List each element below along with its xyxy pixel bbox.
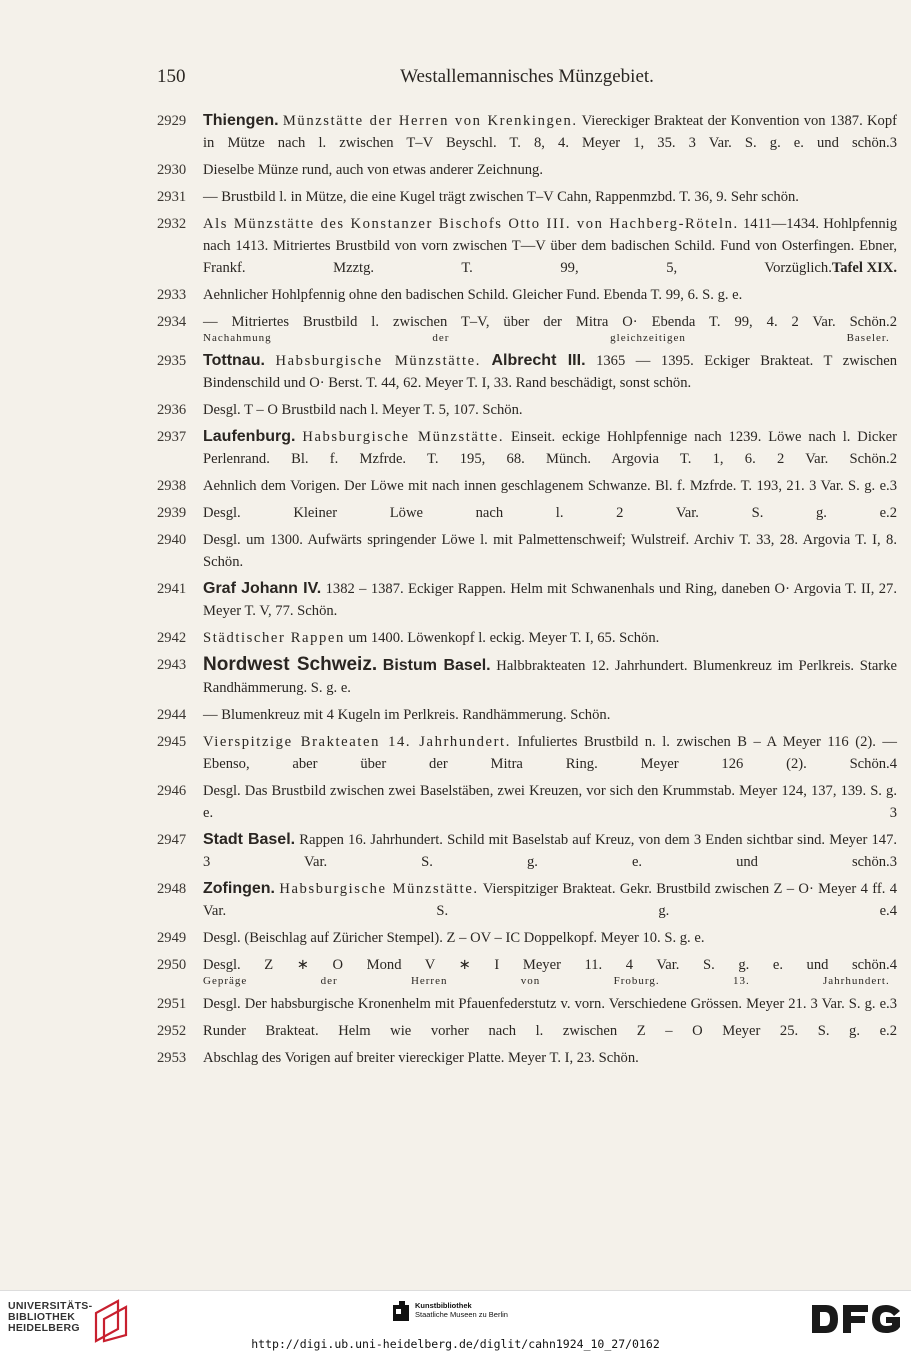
entry-text — [203, 878, 897, 922]
catalogue-entry — [157, 1020, 897, 1042]
catalogue-entry — [157, 954, 897, 988]
entry-description: Infuliertes Brustbild n. l. zwischen B – A Meyer 116 (2). — Ebenso, aber über der Mitra Ring. Meyer 126 (2). Schön. — [203, 734, 897, 772]
entry-text — [203, 704, 897, 726]
catalogue-entry — [157, 927, 897, 949]
entry-description: Desgl. Z ∗ O Mond V ∗ I Meyer 11. 4 Var. S. g. e. und schön. — [203, 957, 890, 973]
entry-quantity: 4 — [889, 957, 897, 973]
kunstbibliothek-logo[interactable] — [393, 1301, 553, 1331]
entry-place-heading: Stadt Basel. — [203, 831, 296, 848]
university-library-name: UNIVERSITÄTS- BIBLIOTHEK HEIDELBERG — [8, 1300, 93, 1334]
entry-description: Desgl. Der habsburgische Kronenhelm mit Pfauenfederstutz v. vorn. Verschiedene Grössen. Meyer 21. 3 Var. S. g. e. — [203, 996, 890, 1012]
catalogue-entry — [157, 780, 897, 824]
entry-ruler-heading: Bistum Basel. — [382, 657, 491, 674]
catalogue-entry — [157, 350, 897, 394]
entry-number: 2946 — [157, 783, 187, 799]
running-title: Westallemannisches Münzgebiet. — [400, 66, 654, 87]
catalogue-entry — [157, 186, 897, 208]
footer-bar — [0, 1290, 911, 1353]
entry-place-heading: Thiengen. — [203, 112, 279, 129]
entry-spaced-heading: Habsburgische Münzstätte. — [279, 881, 479, 897]
entry-ruler-heading: Albrecht III. — [491, 352, 586, 369]
entry-text — [203, 311, 897, 345]
dfg-logo-icon — [810, 1299, 902, 1339]
entry-description: um 1400. Löwenkopf l. eckig. Meyer T. I, 65. Schön. — [348, 630, 660, 646]
entry-number: 2931 — [157, 189, 187, 205]
entry-quantity: 3 — [889, 478, 897, 494]
entry-number: 2938 — [157, 478, 187, 494]
catalogue-entry — [157, 878, 897, 922]
entry-text — [203, 627, 897, 649]
entry-quantity: Tafel XIX. — [831, 260, 897, 276]
entry-text — [203, 927, 897, 949]
entry-description: 1365 — 1395. Eckiger Brakteat. T zwischen Bindenschild und O· Berst. T. 44, 62. Meyer T. I, 33. Rand beschädigt, sonst schön. — [203, 353, 898, 391]
entry-text — [203, 1020, 897, 1042]
catalogue-entry — [157, 502, 897, 524]
entry-number: 2937 — [157, 429, 187, 445]
kunstbibliothek-title: Kunstbibliothek — [415, 1301, 472, 1310]
catalogue-entry — [157, 731, 897, 775]
entry-number: 2948 — [157, 881, 187, 897]
entry-place-heading: Graf Johann IV. — [203, 580, 322, 597]
catalogue-entry — [157, 829, 897, 873]
entry-description: 1382 – 1387. Eckiger Rappen. Helm mit Schwanenhals und Ring, daneben O· Argovia T. II, 27. Meyer T. V, 77. Schön. — [203, 581, 897, 619]
entry-quantity: 2 — [889, 505, 897, 521]
entry-quantity: 3 — [889, 805, 897, 821]
entry-number: 2933 — [157, 287, 187, 303]
entry-number: 2934 — [157, 314, 187, 330]
entry-number: 2936 — [157, 402, 187, 418]
entry-number: 2935 — [157, 353, 187, 369]
entry-text — [203, 399, 897, 421]
entry-spaced-heading: Münzstätte der Herren von Krenkingen. — [282, 113, 578, 129]
entry-description: Desgl. Kleiner Löwe nach l. 2 Var. S. g. e. — [203, 505, 890, 521]
catalogue-entry — [157, 704, 897, 726]
entry-description: Runder Brakteat. Helm wie vorher nach l. zwischen Z – O Meyer 25. S. g. e. — [203, 1023, 890, 1039]
entry-place-heading: Zofingen. — [203, 880, 275, 897]
catalogue-entry — [157, 311, 897, 345]
entry-text — [203, 529, 897, 573]
entry-quantity: 3 — [889, 854, 897, 870]
entry-region-heading: Nordwest Schweiz. — [203, 654, 378, 675]
entry-number: 2929 — [157, 113, 187, 129]
entry-quantity: 4 — [889, 903, 897, 919]
source-url[interactable]: http://digi.ub.uni-heidelberg.de/diglit/cahn1924_10_27/0162 — [251, 1337, 660, 1351]
entry-description: Dieselbe Münze rund, auch von etwas anderer Zeichnung. — [203, 162, 543, 178]
entry-description: Einseit. eckige Hohlpfennige nach 1239. Löwe nach l. Dicker Perlenrand. Bl. f. Mzfrde. T. 195, 68. Münch. Argovia T. 1, 6. 2 Var. Schön. — [203, 429, 898, 467]
catalogue-entry — [157, 993, 897, 1015]
page-number: 150 — [157, 66, 186, 87]
catalogue-entry — [157, 578, 897, 622]
entry-spaced-heading: Vierspitzige Brakteaten 14. Jahrhundert. — [203, 734, 511, 750]
entry-description: Abschlag des Vorigen auf breiter viereckiger Platte. Meyer T. I, 23. Schön. — [203, 1050, 639, 1066]
entry-number: 2944 — [157, 707, 187, 723]
entry-number: 2939 — [157, 505, 187, 521]
entry-number: 2941 — [157, 581, 187, 597]
entry-text — [203, 578, 897, 622]
kunstbibliothek-subtitle: Staatliche Museen zu Berlin — [415, 1310, 508, 1319]
entry-description: Aehnlich dem Vorigen. Der Löwe mit nach innen geschlagenem Schwanze. Bl. f. Mzfrde. T. 193, 21. 3 Var. S. g. e. — [203, 478, 890, 494]
catalogue-entry — [157, 475, 897, 497]
catalogue-entry — [157, 284, 897, 306]
entry-description: 1411—1434. Hohlpfennig nach 1413. Mitriertes Brustbild von vorn zwischen T—V über dem badischen Schild. Fund von Osterfingen. Ebner, Frankf. Mzztg. T. 99, 5, Vorzüglich. — [203, 216, 897, 276]
catalogue-entry — [157, 654, 897, 699]
entry-number: 2951 — [157, 996, 187, 1012]
entry-description: Desgl. (Beischlag auf Züricher Stempel). Z – OV – IC Doppelkopf. Meyer 10. S. g. e. — [203, 930, 705, 946]
entry-description: Aehnlicher Hohlpfennig ohne den badischen Schild. Gleicher Fund. Ebenda T. 99, 6. S. g. e. — [203, 287, 743, 303]
entry-description: — Mitriertes Brustbild l. zwischen T–V, über der Mitra O· Ebenda T. 99, 4. 2 Var. Schön. — [203, 314, 890, 330]
entry-description: Desgl. um 1300. Aufwärts springender Löwe l. mit Palmettenschweif; Wulstreif. Archiv T. 33, 28. Argovia T. I, 8. Schön. — [203, 532, 897, 570]
catalogue-entry — [157, 426, 897, 470]
entry-quantity: 3 — [889, 135, 897, 151]
entry-number: 2952 — [157, 1023, 187, 1039]
entry-text — [203, 829, 897, 873]
entry-text — [203, 475, 897, 497]
entry-description: Desgl. Das Brustbild zwischen zwei Baselstäben, zwei Kreuzen, vor sich den Krummstab. Meyer 124, 137, 139. S. g. e. — [203, 783, 897, 821]
entry-text — [203, 284, 897, 306]
entry-text — [203, 502, 897, 524]
entry-text — [203, 1047, 897, 1069]
catalogue-entry — [157, 159, 897, 181]
entry-description: Desgl. T – O Brustbild nach l. Meyer T. 5, 107. Schön. — [203, 402, 523, 418]
entry-number: 2942 — [157, 630, 187, 646]
catalogue-entry — [157, 1047, 897, 1069]
entry-quantity: 2 — [889, 1023, 897, 1039]
entry-place-heading: Laufenburg. — [203, 428, 296, 445]
entry-number: 2940 — [157, 532, 187, 548]
entry-quantity: 4 — [889, 756, 897, 772]
entry-number: 2949 — [157, 930, 187, 946]
entry-number: 2943 — [157, 657, 187, 673]
entry-place-heading: Tottnau. — [203, 352, 265, 369]
entry-text — [203, 350, 897, 394]
entry-number: 2930 — [157, 162, 187, 178]
entry-footnote: Gepräge der Herren von Froburg. 13. Jahrhundert. — [203, 975, 890, 987]
entry-spaced-heading: Als Münzstätte des Konstanzer Bischofs Otto III. von Hachberg-Röteln. — [203, 216, 739, 232]
dfg-logo[interactable] — [810, 1299, 902, 1339]
entry-description: Vierspitziger Brakteat. Gekr. Brustbild zwischen Z – O· Meyer 4 ff. 4 Var. S. g. e. — [203, 881, 898, 919]
entry-spaced-heading: Städtischer Rappen — [203, 630, 345, 646]
entry-text — [203, 780, 897, 824]
entry-text — [203, 731, 897, 775]
catalogue-entry — [157, 529, 897, 573]
catalogue-entry — [157, 627, 897, 649]
entry-description: — Blumenkreuz mit 4 Kugeln im Perlkreis. Randhämmerung. Schön. — [203, 707, 611, 723]
entry-text — [203, 954, 897, 988]
entry-description: Halbbrakteaten 12. Jahrhundert. Blumenkreuz im Perlkreis. Starke Randhämmerung. S. g. e. — [203, 658, 897, 696]
entry-quantity: 2 — [889, 314, 897, 330]
entry-quantity: 2 — [889, 451, 897, 467]
entry-number: 2932 — [157, 216, 187, 232]
entry-text — [203, 213, 897, 279]
entry-description: Viereckiger Brakteat der Konvention von 1387. Kopf in Mütze nach l. zwischen T–V Beyschl. T. 8, 4. Meyer 1, 35. 3 Var. S. g. e. und schön. — [203, 113, 897, 151]
entry-text — [203, 426, 897, 470]
entry-number: 2950 — [157, 957, 187, 973]
kunstbibliothek-emblem-icon — [393, 1301, 411, 1323]
entry-number: 2945 — [157, 734, 187, 750]
catalogue-entry — [157, 213, 897, 279]
page-header — [157, 66, 897, 94]
entry-description: — Brustbild l. in Mütze, die eine Kugel trägt zwischen T–V Cahn, Rappenmzbd. T. 36, 9. Sehr schön. — [203, 189, 799, 205]
entry-text — [203, 110, 897, 154]
entry-text — [203, 654, 897, 699]
entry-text — [203, 159, 897, 181]
entry-description: Rappen 16. Jahrhundert. Schild mit Baselstab auf Kreuz, von dem 3 Enden sichtbar sind. Meyer 147. 3 Var. S. g. e. und schön. — [203, 832, 898, 870]
entry-spaced-heading: Habsburgische Münzstätte. — [275, 353, 481, 369]
catalogue-entry — [157, 399, 897, 421]
catalogue-entry — [157, 110, 897, 154]
entry-text — [203, 186, 897, 208]
entry-spaced-heading: Habsburgische Münzstätte. — [302, 429, 505, 445]
entry-footnote: Nachahmung der gleichzeitigen Baseler. — [203, 332, 890, 344]
catalogue-entries — [157, 110, 897, 1074]
entry-text — [203, 993, 897, 1015]
entry-quantity: 3 — [889, 996, 897, 1012]
entry-number: 2953 — [157, 1050, 187, 1066]
entry-number: 2947 — [157, 832, 187, 848]
